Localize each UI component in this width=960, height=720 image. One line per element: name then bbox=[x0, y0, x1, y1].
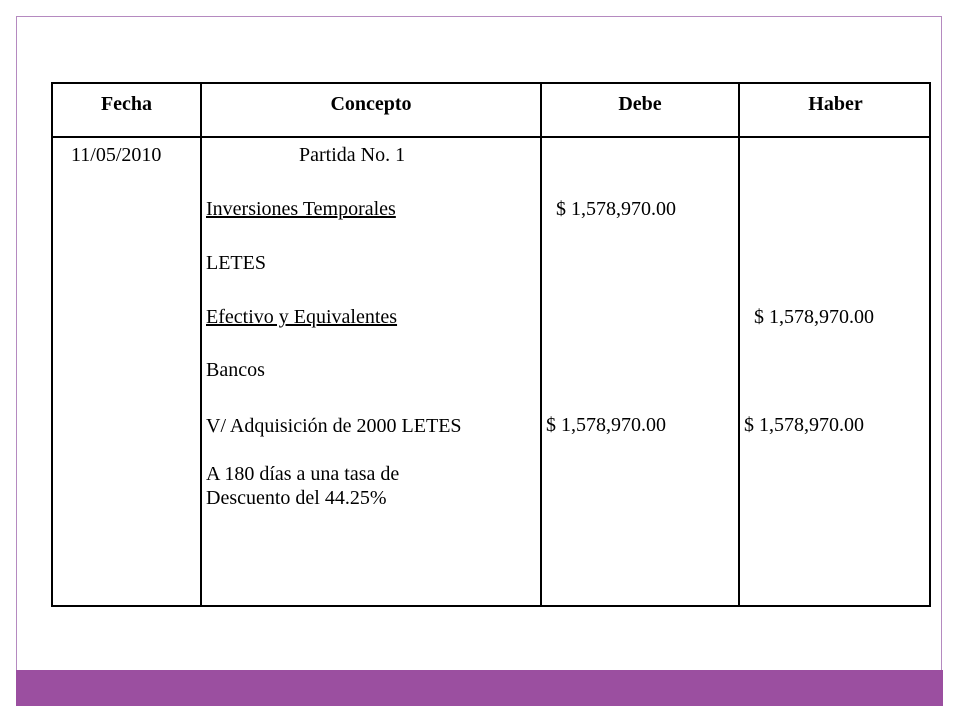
haber-efectivo-amount: $ 1,578,970.00 bbox=[754, 306, 874, 328]
entry-date: 11/05/2010 bbox=[71, 144, 162, 166]
account-efectivo-equivalentes: Efectivo y Equivalentes bbox=[206, 306, 398, 328]
header-haber: Haber bbox=[808, 93, 863, 115]
table-header-row bbox=[53, 84, 929, 138]
total-haber-amount: $ 1,578,970.00 bbox=[744, 414, 864, 436]
header-concepto: Concepto bbox=[330, 93, 412, 115]
entry-description-line-1: V/ Adquisición de 2000 LETES bbox=[206, 415, 462, 437]
column-divider-2 bbox=[540, 84, 542, 605]
header-fecha: Fecha bbox=[100, 93, 153, 115]
debe-inversiones-amount: $ 1,578,970.00 bbox=[556, 198, 676, 220]
account-inversiones-temporales: Inversiones Temporales bbox=[206, 198, 396, 220]
column-divider-1 bbox=[200, 84, 202, 605]
subaccount-bancos: Bancos bbox=[206, 359, 265, 381]
header-debe: Debe bbox=[618, 93, 662, 115]
entry-number: Partida No. 1 bbox=[299, 144, 406, 166]
subaccount-letes: LETES bbox=[206, 252, 266, 274]
footer-accent-bar bbox=[16, 670, 943, 706]
journal-entry-table bbox=[51, 82, 931, 607]
column-divider-3 bbox=[738, 84, 740, 605]
total-debe-amount: $ 1,578,970.00 bbox=[546, 414, 666, 436]
entry-description-line-2: A 180 días a una tasa de Descuento del 44.25% bbox=[206, 463, 400, 509]
